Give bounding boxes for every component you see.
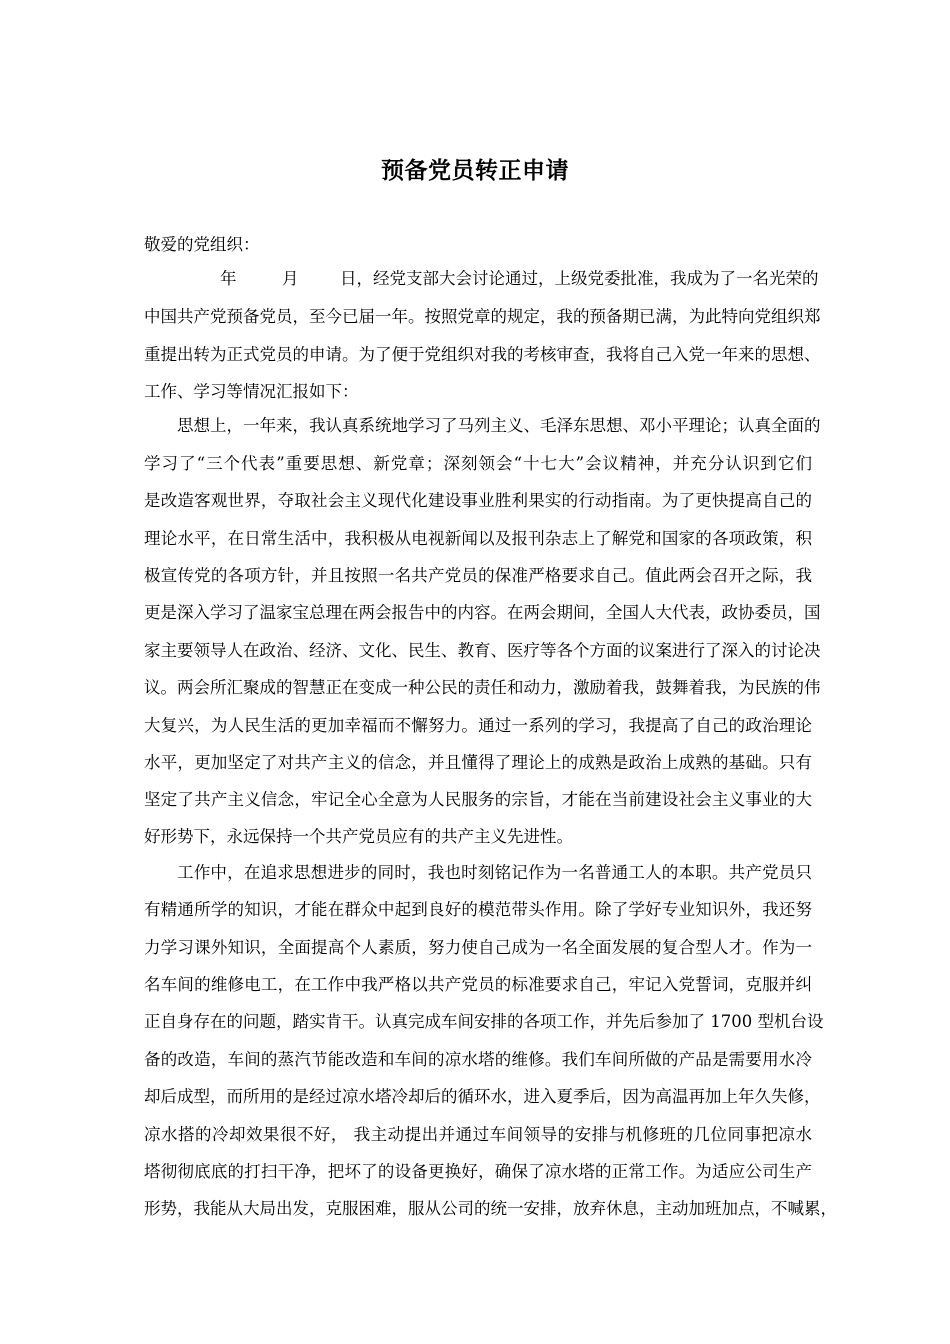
date-year-label: 年 — [220, 269, 237, 288]
body-line: 好形势下，永远保持一个共产党员应有的共产主义先进性。 — [144, 827, 573, 846]
body-line: 凉水搭的冷却效果很不好， 我主动提出并通过车间领导的安排与机修班的几位同事把凉水 — [144, 1125, 812, 1144]
body-line: 重提出转为正式党员的申请。为了便于党组织对我的考核审查，我将自己入党一年来的思想、 — [144, 345, 821, 364]
date-line-text: 日，经党支部大会讨论通过，上级党委批准，我成为了一名光荣的 — [340, 269, 819, 288]
body-line: 学习了“三个代表”重要思想、新党章；深刻领会“十七大”会议精神，并充分认识到它们 — [144, 454, 812, 473]
body-line: 却后成型，而所用的是经过凉水塔冷却后的循环水，进入夏季后，因为高温再加上年久失修， — [144, 1087, 821, 1106]
body-line: 议。两会所汇聚成的智慧正在变成一种公民的责任和动力，激励着我，鼓舞着我，为民族的伟 — [144, 678, 821, 697]
body-line: 名车间的维修电工，在工作中我严格以共产党员的标准要求自己，牢记入党誓词，克服并纠 — [144, 975, 812, 994]
salutation: 敬爱的党组织： — [144, 235, 260, 254]
body-line: 备的改造，车间的蒸汽节能改造和车间的凉水塔的维修。我们车间所做的产品是需要用水冷 — [144, 1050, 812, 1069]
body-line: 正自身存在的问题，踏实肯干。认真完成车间安排的各项工作，并先后参加了 1700 型机台设 — [144, 1012, 824, 1031]
page-title: 预备党员转正申请 — [381, 157, 569, 184]
paragraph-first-line: 工作中，在追求思想进步的同时，我也时刻铭记作为一名普通工人的本职。共产党员只 — [177, 863, 812, 882]
body-line: 有精通所学的知识，才能在群众中起到良好的模范带头作用。除了学好专业知识外，我还努 — [144, 900, 812, 919]
paragraph-first-line: 思想上，一年来，我认真系统地学习了马列主义、毛泽东思想、邓小平理论；认真全面的 — [177, 416, 821, 435]
body-line: 形势，我能从大局出发，克服困难，服从公司的统一安排，放弃休息，主动加班加点，不喊累， — [144, 1199, 837, 1218]
date-month-label: 月 — [282, 269, 299, 288]
body-line: 坚定了共产主义信念，牢记全心全意为人民服务的宗旨，才能在当前建设社会主义事业的大 — [144, 790, 812, 809]
body-line: 水平，更加坚定了对共产主义的信念，并且懂得了理论上的成熟是政治上成熟的基础。只有 — [144, 753, 812, 772]
body-line: 塔彻彻底底的打扫干净，把坏了的设备更换好，确保了凉水塔的正常工作。为适应公司生产 — [144, 1162, 812, 1181]
body-line: 中国共产党预备党员，至今已届一年。按照党章的规定，我的预备期已满，为此特向党组织郑 — [144, 307, 821, 326]
body-line: 力学习课外知识，全面提高个人素质，努力使自己成为一名全面发展的复合型人才。作为一 — [144, 938, 812, 957]
body-line: 家主要领导人在政治、经济、文化、民生、教育、医疗等各个方面的议案进行了深入的讨论决 — [144, 641, 821, 660]
body-line: 极宣传党的各项方针，并且按照一名共产党员的保准严格要求自己。值此两会召开之际，我 — [144, 566, 812, 585]
body-line: 是改造客观世界，夺取社会主义现代化建设事业胜利果实的行动指南。为了更快提高自己的 — [144, 491, 812, 510]
body-line: 大复兴，为人民生活的更加幸福而不懈努力。通过一系列的学习，我提高了自己的政治理论 — [144, 716, 812, 735]
body-line: 理论水平，在日常生活中，我积极从电视新闻以及报刊杂志上了解党和国家的各项政策，积 — [144, 529, 812, 548]
body-line: 更是深入学习了温家宝总理在两会报告中的内容。在两会期间，全国人大代表，政协委员，国 — [144, 603, 821, 622]
body-line: 工作、学习等情况汇报如下： — [144, 382, 359, 401]
